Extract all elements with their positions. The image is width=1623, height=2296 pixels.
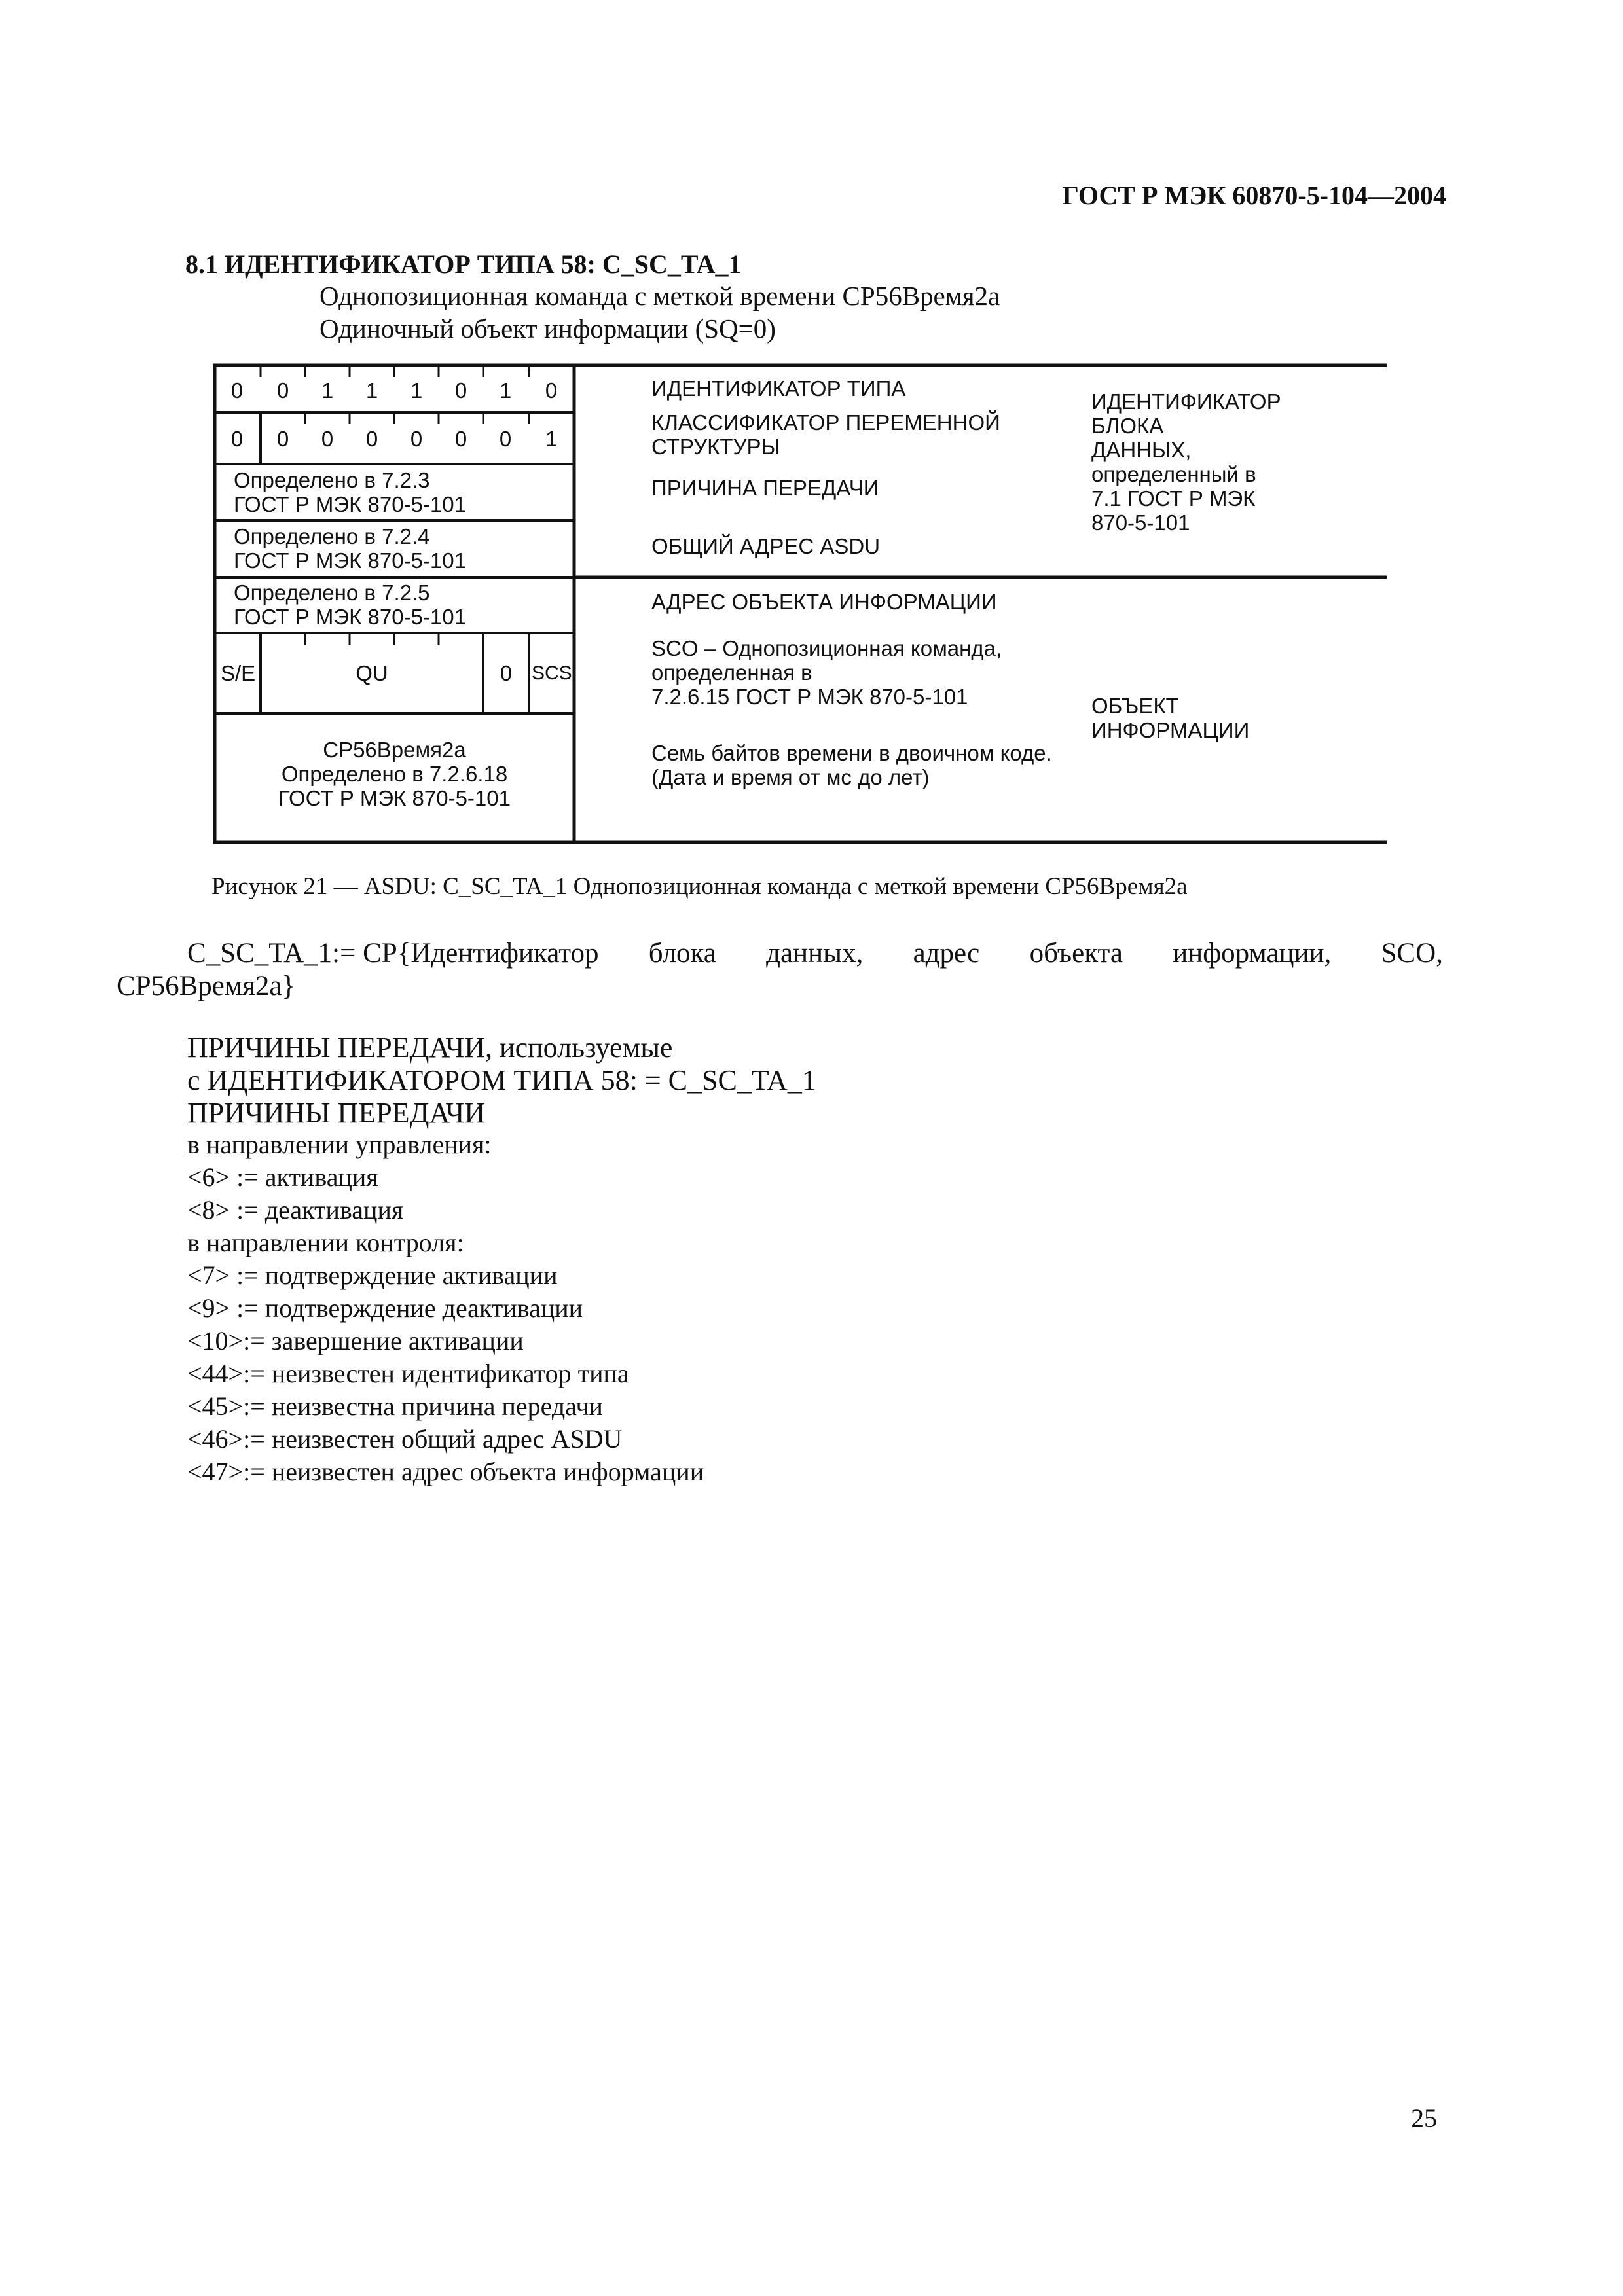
formula-word: информации, [1173, 938, 1332, 969]
label-ioa: АДРЕС ОБЪЕКТА ИНФОРМАЦИИ [651, 590, 997, 614]
cot-cell [234, 468, 466, 516]
sco-se-field: S/E [221, 661, 256, 685]
sco-scs-field: SCS [532, 662, 572, 684]
group-data-unit-id [1091, 389, 1281, 535]
common-addr-cell-line-2: ГОСТ Р МЭК 870-5-101 [234, 548, 466, 573]
label-sco [651, 636, 1002, 709]
formula-line-1 [187, 937, 1443, 969]
type-id-bit-5: 1 [365, 378, 378, 403]
type-id-bit-1: 0 [545, 378, 558, 403]
figure-caption: Рисунок 21 — ASDU: C_SC_TA_1 Однопозиционная команда с меткой времени СР56Время2а [211, 873, 1188, 900]
type-id-bit-7: 0 [276, 378, 289, 403]
label-vsq [651, 410, 1000, 459]
section-subtitle-object: Одиночный объект информации (SQ=0) [319, 314, 776, 344]
formula-word: объекта [1029, 938, 1123, 969]
cot-item: <44>:= неизвестен идентификатор типа [187, 1359, 629, 1388]
formula-word: SCO, [1381, 938, 1443, 969]
sco-qu-field: QU [356, 661, 388, 685]
time-cell-line-1: СР56Время2а [323, 738, 466, 762]
formula-word: блока [648, 938, 716, 969]
formula-word: C_SC_TA_1:= CP{Идентификатор [187, 938, 599, 969]
time-cell-line-3: ГОСТ Р МЭК 870-5-101 [278, 786, 511, 810]
cot-item: <10>:= завершение активации [187, 1326, 524, 1355]
asdu-structure-diagram [213, 361, 1387, 846]
group-info-object-line-1: ОБЪЕКТ [1091, 694, 1179, 718]
group-data-unit-id-line-2: БЛОКА [1091, 414, 1164, 438]
vsq-bit-2: 0 [499, 427, 512, 451]
vsq-bit-5: 0 [365, 427, 378, 451]
group-data-unit-id-line-4: определенный в [1091, 462, 1256, 486]
label-vsq-line-2: СТРУКТУРЫ [651, 435, 780, 459]
type-id-bit-2: 1 [499, 378, 512, 403]
ioa-cell-line-1: Определено в 7.2.5 [234, 581, 430, 605]
label-sco-line-2: определенная в [651, 660, 812, 685]
cot-cell-line-1: Определено в 7.2.3 [234, 468, 430, 492]
document-code-header: ГОСТ Р МЭК 60870-5-104—2004 [1062, 181, 1446, 210]
cot-item: <9> := подтверждение деактивации [187, 1293, 583, 1323]
common-addr-cell-line-1: Определено в 7.2.4 [234, 524, 430, 548]
cot-item: <47>:= неизвестен адрес объекта информации [187, 1457, 704, 1486]
group-data-unit-id-line-1: ИДЕНТИФИКАТОР [1091, 389, 1281, 414]
vsq-bit-3: 0 [454, 427, 467, 451]
formula-word: данных, [766, 938, 864, 969]
cot-heading-1: ПРИЧИНЫ ПЕРЕДАЧИ, используемые [187, 1031, 673, 1064]
cot-heading-3: ПРИЧИНЫ ПЕРЕДАЧИ [187, 1097, 486, 1129]
type-id-bit-3: 0 [454, 378, 467, 403]
page-number: 25 [1411, 2104, 1437, 2133]
group-data-unit-id-line-6: 870-5-101 [1091, 511, 1190, 535]
cot-cell-line-2: ГОСТ Р МЭК 870-5-101 [234, 492, 466, 516]
type-id-bit-6: 1 [321, 378, 334, 403]
section-subtitle-command: Однопозиционная команда с меткой времени СР56Время2а [319, 281, 1000, 311]
vsq-bit-8: 0 [230, 427, 244, 451]
cot-item: <8> := деактивация [187, 1195, 404, 1225]
label-common-addr: ОБЩИЙ АДРЕС ASDU [651, 534, 881, 558]
formula-line-2: СР56Время2а} [117, 971, 296, 1001]
type-id-bit-8: 0 [230, 378, 244, 403]
group-info-object-line-2: ИНФОРМАЦИИ [1091, 718, 1250, 742]
vsq-bit-4: 0 [410, 427, 423, 451]
ioa-cell-line-2: ГОСТ Р МЭК 870-5-101 [234, 605, 466, 629]
formula-word: адрес [913, 938, 980, 969]
common-addr-cell [234, 524, 466, 573]
group-data-unit-id-line-3: ДАННЫХ, [1091, 438, 1192, 462]
cot-item: <6> := активация [187, 1162, 378, 1192]
cot-list [187, 1031, 816, 1489]
cot-heading-2: с ИДЕНТИФИКАТОРОМ ТИПА 58: = C_SC_TA_1 [187, 1064, 816, 1096]
cot-item: <7> := подтверждение активации [187, 1261, 558, 1290]
ioa-cell [234, 581, 466, 629]
time-cell [215, 738, 574, 810]
label-time-line-1: Семь байтов времени в двоичном коде. [651, 741, 1052, 765]
label-time [651, 741, 1052, 789]
vsq-bit-1: 1 [545, 427, 558, 451]
label-sco-line-1: SCO – Однопозиционная команда, [651, 636, 1002, 660]
label-vsq-line-1: КЛАССИФИКАТОР ПЕРЕМЕННОЙ [651, 410, 1000, 435]
time-cell-line-2: Определено в 7.2.6.18 [281, 762, 508, 786]
label-type-id: ИДЕНТИФИКАТОР ТИПА [651, 376, 906, 401]
cot-control-direction: в направлении управления: [187, 1130, 492, 1159]
cot-item: <46>:= неизвестен общий адрес ASDU [187, 1424, 623, 1454]
group-info-object [1091, 694, 1249, 742]
sco-zero-field: 0 [500, 661, 513, 685]
vsq-bit-7: 0 [276, 427, 289, 451]
type-id-bit-4: 1 [410, 378, 423, 403]
group-data-unit-id-line-5: 7.1 ГОСТ Р МЭК [1091, 486, 1256, 511]
section-title: 8.1 ИДЕНТИФИКАТОР ТИПА 58: C_SC_TA_1 [185, 249, 742, 279]
label-time-line-2: (Дата и время от мс до лет) [651, 765, 930, 789]
label-cot: ПРИЧИНА ПЕРЕДАЧИ [651, 476, 879, 500]
cot-item: <45>:= неизвестна причина передачи [187, 1391, 603, 1421]
label-sco-line-3: 7.2.6.15 ГОСТ Р МЭК 870-5-101 [651, 685, 968, 709]
cot-monitor-direction: в направлении контроля: [187, 1228, 464, 1257]
vsq-bit-6: 0 [321, 427, 334, 451]
